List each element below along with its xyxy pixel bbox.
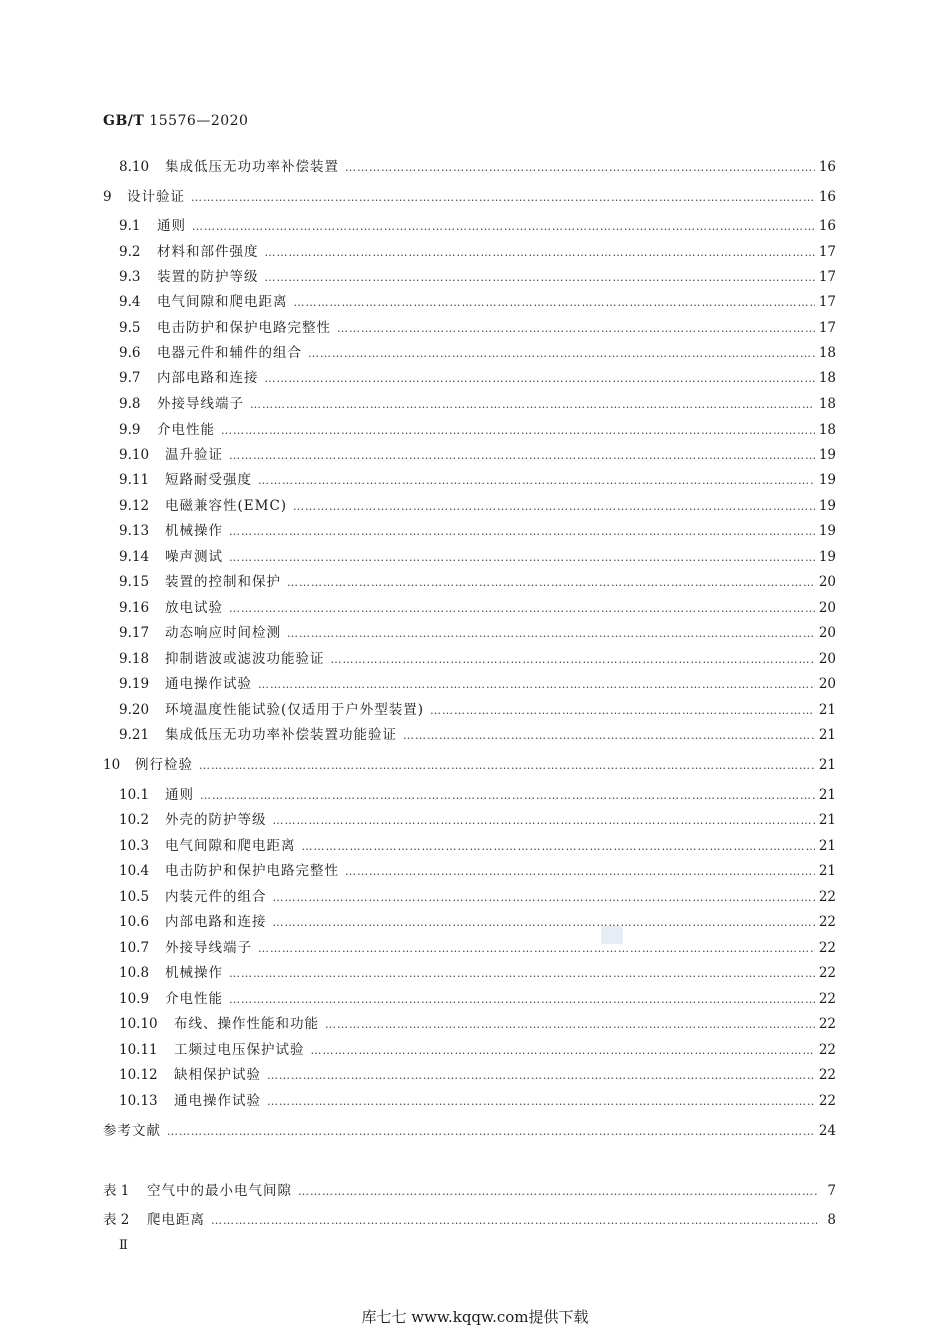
toc-entry[interactable]: 9.18 抑制谐波或滤波功能验证 …………………………………………………………………………………………………………………………………………………………………………………………………………………………………… 20 — [119, 650, 836, 669]
toc-entry[interactable]: 8.10 集成低压无功功率补偿装置 …………………………………………………………………………………………………………………………………………………………………………………………………………………………………… 16 — [119, 158, 836, 177]
toc-entry[interactable]: 9.7 内部电路和连接 …………………………………………………………………………………………………………………………………………………………………………………………………………………………………… 18 — [119, 369, 836, 388]
standard-number: 15576—2020 — [149, 113, 249, 129]
toc-entry[interactable]: 表 1 空气中的最小电气间隙 …………………………………………………………………………………………………………………………………………………………………………………………………………………………………… 7 — [103, 1182, 836, 1201]
toc-entry[interactable]: 10.3 电气间隙和爬电距离 …………………………………………………………………………………………………………………………………………………………………………………………………………………………………… 21 — [119, 837, 836, 856]
toc-entry[interactable]: 9.2 材料和部件强度 …………………………………………………………………………………………………………………………………………………………………………………………………………………………………… 17 — [119, 243, 836, 262]
toc-entry[interactable]: 9.4 电气间隙和爬电距离 …………………………………………………………………………………………………………………………………………………………………………………………………………………………………… 17 — [119, 293, 836, 312]
toc-entry[interactable]: 9.12 电磁兼容性(EMC) …………………………………………………………………………………………………………………………………………………………………………………………………………………………………… 19 — [119, 497, 836, 516]
toc-entry[interactable]: 9.10 温升验证 …………………………………………………………………………………………………………………………………………………………………………………………………………………………………… 19 — [119, 446, 836, 465]
toc-entry[interactable]: 9.11 短路耐受强度 …………………………………………………………………………………………………………………………………………………………………………………………………………………………………… 19 — [119, 471, 836, 490]
download-footer[interactable]: 库七七 www.kqqw.com提供下载 — [361, 1308, 589, 1326]
standard-code: GB/T — [103, 113, 145, 129]
toc-entry[interactable]: 9.14 噪声测试 …………………………………………………………………………………………………………………………………………………………………………………………………………………………………… 19 — [119, 548, 836, 567]
toc-entry[interactable]: 10.1 通则 …………………………………………………………………………………………………………………………………………………………………………………………………………………………………… 21 — [119, 786, 836, 805]
toc-entry[interactable]: 9.9 介电性能 …………………………………………………………………………………………………………………………………………………………………………………………………………………………………… 18 — [119, 421, 836, 440]
toc-entry[interactable]: 9.8 外接导线端子 …………………………………………………………………………………………………………………………………………………………………………………………………………………………………… 18 — [119, 395, 836, 414]
toc-entry[interactable]: 10.10 布线、操作性能和功能 …………………………………………………………………………………………………………………………………………………………………………………………………………………………………… 22 — [119, 1015, 836, 1034]
toc-entry[interactable]: 9.1 通则 …………………………………………………………………………………………………………………………………………………………………………………………………………………………………… 16 — [119, 217, 836, 236]
toc-entry[interactable]: 10.6 内部电路和连接 …………………………………………………………………………………………………………………………………………………………………………………………………………………………………… 22 — [119, 913, 836, 932]
toc-entry[interactable]: 10.5 内装元件的组合 …………………………………………………………………………………………………………………………………………………………………………………………………………………………………… 22 — [119, 888, 836, 907]
toc-entry[interactable]: 10.11 工频过电压保护试验 …………………………………………………………………………………………………………………………………………………………………………………………………………………………………… 22 — [119, 1041, 836, 1060]
document-header — [103, 113, 248, 129]
toc-entry[interactable]: 9.19 通电操作试验 …………………………………………………………………………………………………………………………………………………………………………………………………………………………………… 20 — [119, 675, 836, 694]
toc-entry[interactable]: 9.21 集成低压无功功率补偿装置功能验证 …………………………………………………………………………………………………………………………………………………………………………………………………………………………………… 21 — [119, 726, 836, 745]
toc-entry[interactable]: 9.15 装置的控制和保护 …………………………………………………………………………………………………………………………………………………………………………………………………………………………………… 20 — [119, 573, 836, 592]
toc-entry[interactable]: 9.6 电器元件和辅件的组合 …………………………………………………………………………………………………………………………………………………………………………………………………………………………………… 18 — [119, 344, 836, 363]
toc-entry[interactable]: 9 设计验证 …………………………………………………………………………………………………………………………………………………………………………………………………………………………………… 16 — [103, 188, 836, 207]
toc-entry[interactable]: 10.8 机械操作 …………………………………………………………………………………………………………………………………………………………………………………………………………………………………… 22 — [119, 964, 836, 983]
toc-entry[interactable]: 9.16 放电试验 …………………………………………………………………………………………………………………………………………………………………………………………………………………………………… 20 — [119, 599, 836, 618]
toc-entry[interactable]: 9.13 机械操作 …………………………………………………………………………………………………………………………………………………………………………………………………………………………………… 19 — [119, 522, 836, 541]
watermark-logo — [601, 926, 623, 944]
toc-entry[interactable]: 10.4 电击防护和保护电路完整性 …………………………………………………………………………………………………………………………………………………………………………………………………………………………………… 21 — [119, 862, 836, 881]
toc-entry[interactable]: 9.17 动态响应时间检测 …………………………………………………………………………………………………………………………………………………………………………………………………………………………………… 20 — [119, 624, 836, 643]
toc-entry[interactable]: 9.5 电击防护和保护电路完整性 …………………………………………………………………………………………………………………………………………………………………………………………………………………………………… 17 — [119, 319, 836, 338]
page-number: Ⅱ — [119, 1238, 128, 1253]
toc-entry[interactable]: 10.7 外接导线端子 …………………………………………………………………………………………………………………………………………………………………………………………………………………………………… 22 — [119, 939, 836, 958]
toc-entry[interactable]: 9.20 环境温度性能试验(仅适用于户外型装置) …………………………………………………………………………………………………………………………………………………………………………………………………………………………………… 21 — [119, 701, 836, 720]
toc-entry[interactable]: 10 例行检验 …………………………………………………………………………………………………………………………………………………………………………………………………………………………………… 21 — [103, 756, 836, 775]
toc-entry[interactable]: 10.13 通电操作试验 …………………………………………………………………………………………………………………………………………………………………………………………………………………………………… 22 — [119, 1092, 836, 1111]
toc-entry[interactable]: 表 2 爬电距离 …………………………………………………………………………………………………………………………………………………………………………………………………………………………………… 8 — [103, 1211, 836, 1230]
toc-entry[interactable]: 10.9 介电性能 …………………………………………………………………………………………………………………………………………………………………………………………………………………………………… 22 — [119, 990, 836, 1009]
toc-entry[interactable]: 9.3 装置的防护等级 …………………………………………………………………………………………………………………………………………………………………………………………………………………………………… 17 — [119, 268, 836, 287]
toc-entry[interactable]: 10.12 缺相保护试验 …………………………………………………………………………………………………………………………………………………………………………………………………………………………………… 22 — [119, 1066, 836, 1085]
toc-entry[interactable]: 参考文献 …………………………………………………………………………………………………………………………………………………………………………………………………………………………………… 24 — [103, 1122, 836, 1141]
toc-entry[interactable]: 10.2 外壳的防护等级 …………………………………………………………………………………………………………………………………………………………………………………………………………………………………… 21 — [119, 811, 836, 830]
